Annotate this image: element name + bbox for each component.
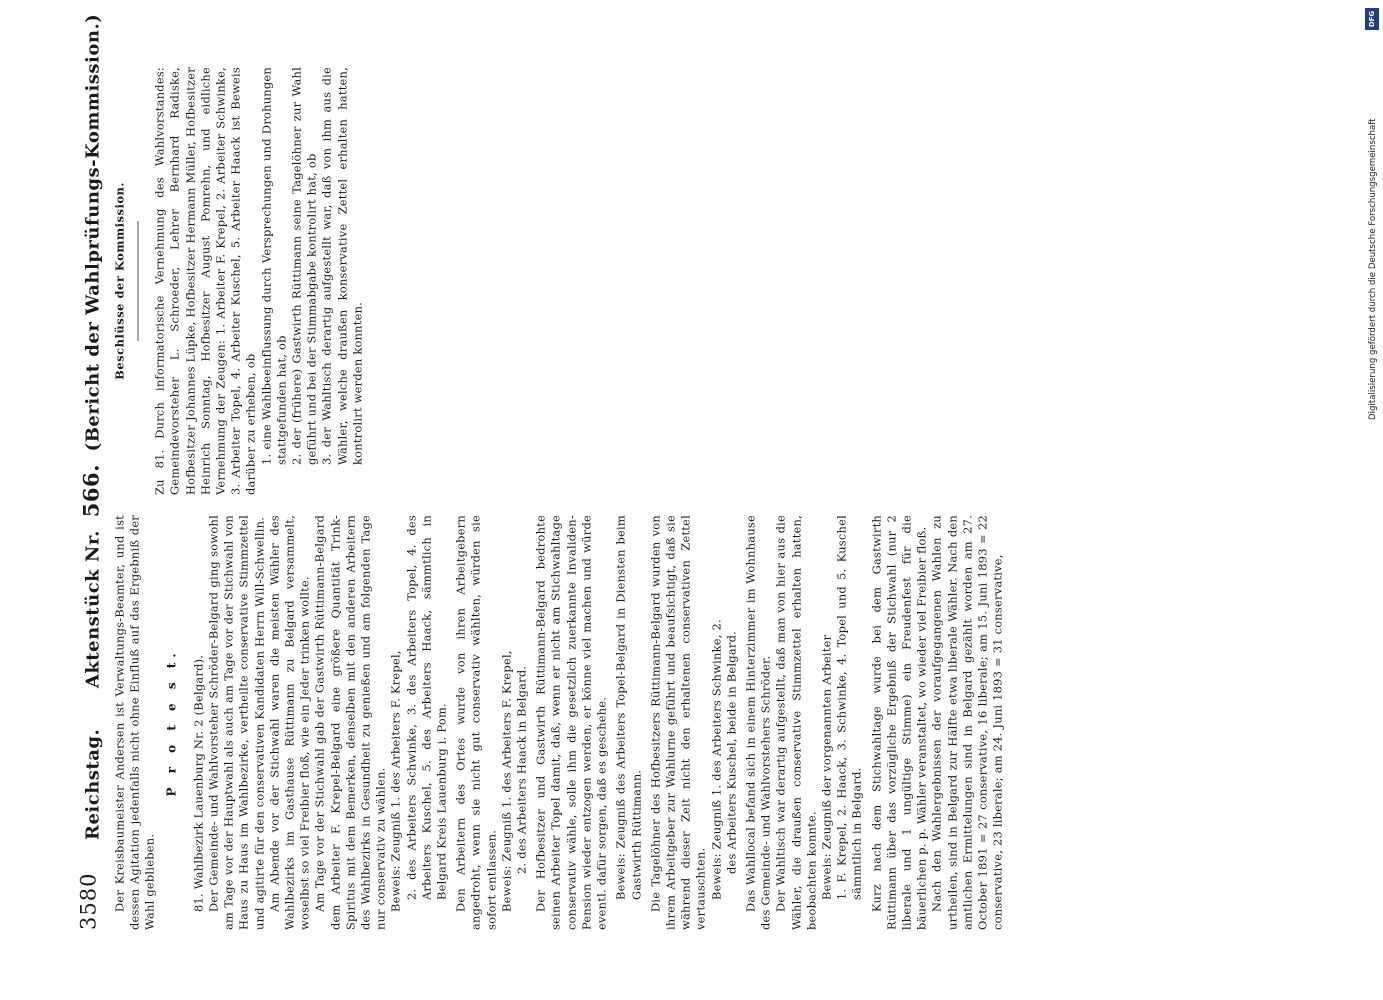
heading-rule — [137, 221, 138, 341]
evidence-label: Beweis: Zeugniß der vorgenannten Arbeiter — [818, 634, 833, 900]
commission-heading: Beschlüsse der Kommission. — [112, 182, 126, 380]
left-column — [112, 515, 1005, 930]
evidence-label: Beweis: Zeugniß des Arbeiters Topel-Belgard in Diensten beim Gastwirth Rüttimann. — [613, 515, 643, 900]
paragraph: Kurz nach dem Stichwahltage wurde bei dem Gastwirth Rüttimann über das vorzügliche Ergebniß der Stichwahl (nur 2 liberale und 1 ungültige Stimme) ein Freudenfest für die bäuerlichen p. p. Wähler veranstaltet, wo wieder viel Freibier floß. — [868, 515, 929, 930]
paragraph: Am Abende vor der Stichwahl waren die meisten Wähler des Wahlbezirks im Gasthause Rüttimann zu Belgard versammelt, woselbst so viel Freibier floß, wie ein Jeder trinken wollte. — [266, 515, 312, 930]
header-right: (Bericht der Wahlprüfungs-Kommission.) — [82, 13, 103, 452]
header-title: Aktenstück Nr. — [82, 530, 103, 689]
header-number: 566. — [78, 464, 103, 518]
district-title: 81. Wahlbezirk Lauenburg Nr. 2 (Belgard). — [190, 654, 205, 912]
digitization-credit: Digitalisierung gefördert durch die Deutsche Forschungsgemeinschaft — [1368, 118, 1378, 420]
paragraph: Nach den Wahlergebnissen der voraufgegangenen Wahlen zu urtheilen, sind in Belgard zur Hälfte etwa liberale Wähler. Nach den amtlichen Ermittelungen sind in Belgard gezählt worden am 27. October 1891 = 27 conservative, 16 liberale; am 15. Juni 1893 = 22 conservative, 23 liberale; am 24. Juni 1893 = 31 conservative, — [929, 515, 1005, 930]
page-number: 3580 — [76, 872, 100, 930]
paragraph: Das Wahllocal befand sich in einem Hinterzimmer im Wohnhause des Gemeinde- und Wahlvorstehers Schröder. — [742, 515, 773, 930]
dfg-logo: DFG — [1365, 8, 1379, 30]
resolution-paragraph: Zu 81. Durch informatorische Vernehmung des Wahlvorstandes: Gemeindevorsteher L. Schroeder, Lehrer Bernhard Radiske, Hofbesitzer Johannes Lüpke, Hofbesitzer Hermann Müller, Hofbesitzer Heinrich Sonntag, Hofbesitzer August Pomrehn, und eidliche Vernehmung der Zeugen: 1. Arbeiter F. Krepel, 2. Arbeiter Schwinke, 3. Arbeiter Topel, 4. Arbeiter Kuschel, 5. Arbeiter Haack ist Beweis darüber zu erheben, ob — [152, 67, 258, 495]
running-title — [78, 13, 103, 840]
right-column — [112, 67, 365, 495]
protest-heading: P r o t e s t. — [163, 648, 178, 797]
evidence-label: Beweis: Zeugniß 1. des Arbeiters Schwinke, 2. — [708, 619, 723, 900]
resolution-item: 2. der (frühere) Gastwirth Rüttimann seine Tagelöhner zur Wahl geführt und bei der Stimmabgabe kontrolirt hat, ob — [289, 67, 319, 465]
evidence-items: des Arbeiters Kuschel, beide in Belgard. — [723, 631, 738, 874]
evidence-label: Beweis: Zeugniß 1. des Arbeiters F. Krepel, — [388, 650, 403, 912]
paragraph: Der Wahltisch war derartig aufgestellt, daß man von hier aus die Wähler, die draußen conservative Stimmzettel erhalten hatten, beobachten konnte. — [773, 515, 818, 930]
page-header — [76, 13, 106, 930]
evidence-items: 2. des Arbeiters Haack in Belgard. — [514, 665, 529, 874]
paragraph: Am Tage vor der Stichwahl gab der Gastwirth Rüttimann-Belgard dem Arbeiter F. Krepel-Belgard eine größere Quantität Trink-Spiritus mit dem Bemerken, denselben mit den anderen Arbeitern des Wahlbezirks in Gesundheit zu genießen und am folgenden Tage nur conservativ zu wählen. — [312, 515, 388, 930]
resolution-item: 1. eine Wahlbeeinflussung durch Versprechungen und Drohungen stattgefunden hat, ob — [258, 67, 288, 465]
intro-paragraph: Der Kreisbaumeister Andersen ist Verwaltungs-Beamter, und ist dessen Agitation jedenfalls nicht ohne Einfluß auf das Ergebniß der Wahl geblieben. — [112, 515, 157, 930]
paragraph: Der Gemeinde- und Wahlvorsteher Schröder-Belgard ging sowohl am Tage vor der Hauptwahl als auch am Tage vor der Stichwahl von Haus zu Haus im Wahlbezirke, vertheilte conservative Stimmzettel und agitirte für den conservativen Kandidaten Herrn Will-Schwellin. — [206, 515, 266, 930]
paragraph: Der Hofbesitzer und Gastwirth Rüttimann-Belgard bedrohte seinen Arbeiter Topel damit, daß, wenn er nicht am Stichwahltage conservativ wähle, solle ihm die gesetzlich zuerkannte Invaliden-Pension wieder entzogen werden, er könne viel machen und würde eventl. dafür sorgen, daß es geschehe. — [533, 515, 609, 930]
paragraph: Den Arbeitern des Ortes wurde von ihren Arbeitgebern angedroht, wenn sie nicht gut conservativ wählten, würden sie sofort entlassen. — [453, 515, 498, 930]
evidence-label: Beweis: Zeugniß 1. des Arbeiters F. Krepel, — [498, 650, 513, 912]
header-left: Reichstag. — [82, 728, 103, 840]
evidence-items: 2. des Arbeiters Schwinke, 3. des Arbeiters Topel, 4. des Arbeiters Kuschel, 5. des Arbeiters Haack, sämmtlich in Belgard Kreis Lauenburg i. Pom. — [403, 515, 449, 900]
resolution-item: 3. der Wahltisch derartig aufgestellt war, daß von ihm aus die Wähler, welche draußen konservative Zettel erhalten hatten, kontrolirt werden konnten. — [319, 67, 364, 465]
paragraph: Die Tagelöhner des Hofbesitzers Rüttimann-Belgard wurden von ihrem Arbeitgeber zur Wahlurne geführt und beaufsichtigt, daß sie während dieser Zeit nicht den erhaltenen conservativen Zettel vertauschten. — [647, 515, 708, 930]
evidence-items: 1. F. Krepel, 2. Haack, 3. Schwinke, 4. Topel und 5. Kuschel sämmtlich in Belgard. — [834, 515, 864, 900]
